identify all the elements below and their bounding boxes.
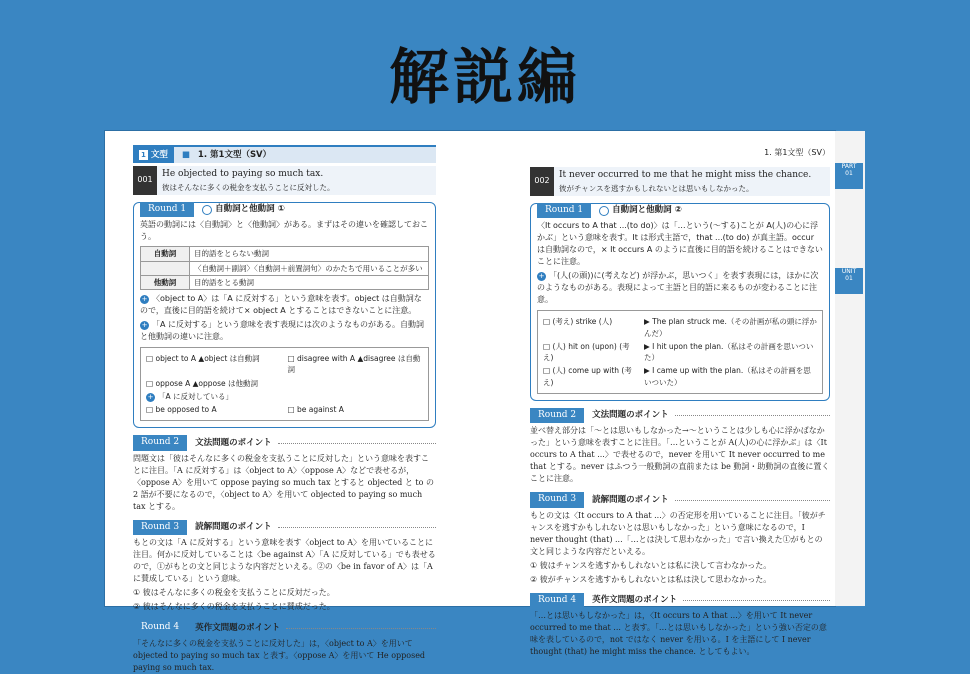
unit-tab-number: 01	[845, 275, 853, 282]
example-item: oppose A	[155, 378, 191, 388]
round3-title: 読解問題のポイント	[592, 494, 669, 505]
question-row	[133, 166, 436, 195]
page-title: 解説編	[389, 43, 581, 113]
example-note: oppose は他動詞	[198, 378, 258, 388]
plus-icon: +	[538, 272, 545, 281]
example-sentence: The plan struck me.（その計画が私の頭に浮かんだ）	[644, 317, 817, 338]
round3-label: Round 3	[133, 520, 187, 536]
plus-icon: +	[141, 321, 148, 329]
question-japanese: 彼はそんなに多くの税金を支払うことに反対した。	[162, 182, 335, 192]
example-note: disagree は自動詞	[287, 354, 421, 375]
round1-label: Round 1	[537, 203, 591, 219]
part-tab-number: 01	[845, 170, 853, 177]
round4-text: 「そんなに多くの税金を支払うことに反対した」は，〈object to A〉を用いて objected to paying so much tax と表す。〈oppose A〉を用いて He opposed paying so much tax.	[133, 638, 426, 672]
translation-1: ① 彼はそんなに多くの税金を支払うことに反対だった。	[133, 588, 335, 598]
example-sentence: I came up with the plan.（私はその計画を思いついた）	[644, 366, 811, 387]
round1-text: 〈It occurs to A that ...(to do)〉は「…という(～する)ことが A(人)の心に浮かぶ」という意味を表す。It は形式主語で，that ...(to do) が真主語。occur は自動詞なので，× It occurs A のように直後に目的語を続けることはできないことに注意。	[537, 221, 823, 267]
table-cell: 目的語をとる動詞	[190, 275, 429, 289]
note-text: 「A に反対する」という意味を表す表現には次のようなものがある。自動詞と他動詞の違いに注意。	[140, 320, 425, 341]
translation-2: ② 彼がチャンスを逃すかもしれないとは私は決して思わなかった。	[530, 574, 772, 584]
round3-label: Round 3	[530, 492, 584, 508]
verb-table	[140, 246, 429, 290]
note-text: 〈object to A〉は「A に反対する」という意味を表す。object は自動詞なので，直後に目的語を続けて× object A とすることはできないことに注意。	[140, 294, 422, 315]
table-cell: 目的語をとらない動詞	[190, 247, 429, 261]
round4-label: Round 4	[133, 620, 187, 636]
round4-title: 英作文問題のポイント	[592, 595, 678, 606]
example-item: object to A	[155, 354, 197, 363]
section-number: 1	[141, 150, 146, 159]
example-item: (考え) strike (人)	[552, 317, 613, 327]
round2-text: 問題文は「彼はそんなに多くの税金を支払うことに反対した」という意味を表すことに注目。「A に反対する」は〈object to A〉〈oppose A〉などで表せるが，〈oppose A〉を用いて oppose paying so much tax とすると objected と to の 2 語が不要になるので，〈object to A〉を用いて objected to paying so much tax とする。	[133, 453, 434, 511]
example-sentence: I hit upon the plan.（私はその計画を思いついた）	[644, 341, 814, 362]
example-box: □ (考え) strike (人) ▶ The plan struck me.（その計画が私の頭に浮かんだ） □ (人) hit on (upon) (考え) ▶ I hit upon the plan.（私はその計画を思いついた） □ (人) come up with (考え) ▶ I came up with the plan.（私はその計画を思いついた）	[537, 310, 823, 394]
plus-icon: +	[141, 295, 148, 303]
magnifier-icon	[599, 206, 609, 216]
round3-title: 読解問題のポイント	[195, 522, 272, 533]
round3-text: もとの文は「A に反対する」という意味を表す〈object to A〉を用いていることに注目。何かに反対していることは〈be against A〉「A に反対している」でも表せるので，①がもとの文と同じような内容だといえる。②の〈be in favor of A〉は「A に賛成している」という意味。	[133, 538, 436, 584]
question-english: It never occurred to me that he might miss the chance.	[559, 170, 812, 180]
question-number: 001	[133, 166, 157, 195]
round1-label: Round 1	[140, 202, 194, 218]
example-box: □ object to A ▲object は自動詞 □ disagree with A ▲disagree は自動詞 □ oppose A ▲oppose は他動詞 + 「A に反対している」 □ be opposed to A □ be against A	[140, 347, 429, 421]
round2-title: 文法問題のポイント	[592, 410, 669, 421]
example-item: disagree with A	[296, 354, 356, 363]
round4-label: Round 4	[530, 593, 584, 609]
example-note: 「A に反対している」	[158, 391, 234, 401]
note-text: 「(人(の頭))に(考えなど) が浮かぶ，思いつく」を表す表現には，ほかに次のようなものがある。表現によって主語と目的語に来るものが変わることに注意。	[537, 271, 819, 305]
round1-title: 自動詞と他動詞 ①	[215, 204, 285, 215]
round2-text: 並べ替え部分は「～とは思いもしなかった→～ということは少しも心に浮かばなかった」という意味を表すことに注目。「…ということが A(人)の心に浮かぶ」は〈It occurs to A that ...〉で表せるので，never を用いて It never occurred to me that とする。never はふつう一般動詞の直前または be 動詞・助動詞の直後に置くことに注意。	[530, 426, 830, 484]
example-item: be opposed to A	[155, 405, 217, 414]
round1-intro: 英語の動詞には〈自動詞〉と〈他動詞〉がある。まずはその違いを確認しておこう。	[140, 220, 428, 242]
unit-tab-label: UNIT	[841, 268, 857, 275]
round1-title: 自動詞と他動詞 ②	[612, 205, 682, 216]
translation-2: ② 彼はそんなに多くの税金を支払うことに賛成だった。	[133, 602, 335, 612]
table-cell	[141, 261, 190, 275]
example-item: (人) come up with (考え)	[543, 366, 632, 387]
unit-tab[interactable]	[835, 268, 863, 294]
plus-icon: +	[147, 392, 154, 401]
part-tab[interactable]	[835, 163, 863, 189]
section-label: 文型	[150, 149, 168, 160]
left-page	[133, 131, 436, 672]
table-cell: 自動詞	[141, 247, 190, 261]
magnifier-icon	[202, 205, 212, 215]
book-spread	[105, 131, 835, 672]
round3-text: もとの文は〈It occurs to A that ...〉の否定形を用いていることに注目。「彼がチャンスを逃すかもしれないとは思いもしなかった」という意味になるので，I never thought (that) ...「…とは決して思わなかった」で言い換えた①がもとの文と同じような内容だといえる。	[530, 510, 826, 556]
section-badge	[133, 147, 174, 163]
question-english: He objected to paying so much tax.	[162, 169, 324, 179]
round1-box	[133, 202, 436, 429]
round4-title: 英作文問題のポイント	[195, 622, 281, 633]
right-page	[530, 131, 830, 657]
round2-title: 文法問題のポイント	[195, 437, 272, 448]
question-japanese: 彼がチャンスを逃すかもしれないとは思いもしなかった。	[559, 183, 754, 193]
round1-box	[530, 203, 830, 401]
bar-icon: ■	[181, 149, 190, 160]
page-edge	[835, 131, 865, 606]
section-bar	[133, 145, 436, 163]
example-item: be against A	[296, 405, 344, 414]
example-note: object は自動詞	[204, 354, 260, 363]
question-row	[530, 167, 830, 196]
running-header: 1. 第1文型（SV）	[764, 148, 830, 157]
table-cell: 他動詞	[141, 275, 190, 289]
round2-label: Round 2	[530, 408, 584, 424]
example-item: (人) hit on (upon) (考え)	[543, 341, 630, 362]
translation-1: ① 彼はチャンスを逃すかもしれないとは私に決して言わなかった。	[530, 560, 772, 570]
part-tab-label: PART	[841, 163, 857, 170]
question-number: 002	[530, 167, 554, 196]
round4-text: 「…とは思いもしなかった」は，〈It occurs to A that ...〉を用いて It never occurred to me that ... と表す。「…とは思いもしなかった」という強い否定の意味を表しているので，not ではなく never を用いる。I を主語にして I never thought (that) he might miss the chance. としてもよい。	[530, 611, 827, 657]
round2-label: Round 2	[133, 435, 187, 451]
table-cell: 〈自動詞＋副詞〉〈自動詞＋前置詞句〉のかたちで用いることが多い	[190, 261, 429, 275]
section-title: 1. 第1文型（SV）	[197, 149, 272, 160]
